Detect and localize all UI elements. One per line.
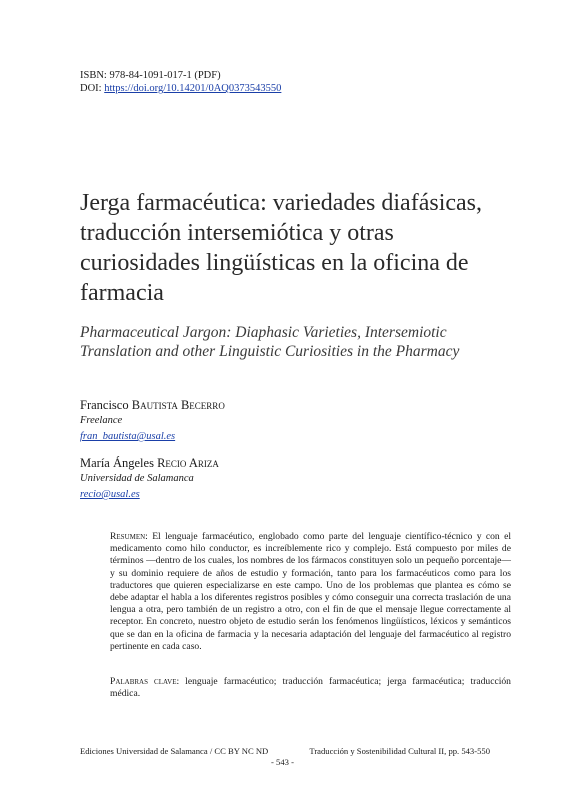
footer-publisher: Ediciones Universidad de Salamanca / CC BY NC ND — [80, 746, 269, 756]
abstract-text: El lenguaje farmacéutico, englobado como parte del lenguaje científico-técnico y con el medicamento como hilo conductor, es increíblemente rico y complejo. Está compuesto por miles de términos —dentro de los cuales, los nombres de los fármacos constituyen solo un pequeño porcentaje— y su dominio requiere de años de estudio y formación, tanto para los farmacéuticos como para los traductores que quieren especializarse en este campo. Uno de los problemas que plantea es cómo se debe adaptar el habla a los diferentes registros posibles y cómo conseguir una correcta traslación de una lengua a otra, pero también de un registro a otro, con el fin de que el mensaje llegue correctamente al receptor. En concreto, nuestro objeto de estudio serán los fenómenos lingüísticos, léxicos y semánticos que se dan en la oficina de farmacia y la necesaria adaptación del lenguaje del farmacéutico al registro pertinente en cada caso. — [110, 531, 511, 652]
author-name: María Ángeles Recio Ariza — [80, 456, 219, 470]
author-2 — [80, 455, 500, 503]
author-affiliation: Universidad de Salamanca — [80, 473, 194, 484]
author-email-link[interactable]: recio@usal.es — [80, 489, 140, 500]
doi-label: DOI: — [80, 83, 105, 94]
author-name: Francisco Bautista Becerro — [80, 398, 225, 412]
article-title: Jerga farmacéutica: variedades diafásicas, traducción intersemiótica y otras curiosidades lingüísticas en la oficina de farmacia — [80, 190, 482, 306]
keywords-text: lenguaje farmacéutico; traducción farmacéutica; jerga farmacéutica; traducción médica. — [110, 676, 511, 700]
article-subtitle-english: Pharmaceutical Jargon: Diaphasic Varieties, Intersemiotic Translation and other Linguistic Curiosities in the Pharmacy — [80, 324, 460, 360]
author-affiliation: Freelance — [80, 415, 123, 426]
doi-line — [80, 82, 281, 95]
author-email-link[interactable]: fran_bautista@usal.es — [80, 431, 176, 442]
author-1 — [80, 397, 500, 445]
publication-meta — [80, 69, 281, 95]
keywords — [110, 676, 511, 700]
doi-link[interactable]: https://doi.org/10.14201/0AQ0373543550 — [104, 83, 282, 94]
abstract-label: Resumen: — [110, 531, 148, 542]
page-number: - 543 - — [271, 757, 294, 767]
isbn-line: ISBN: 978-84-1091-017-1 (PDF) — [80, 70, 221, 81]
footer-volume: Traducción y Sostenibilidad Cultural II, pp. 543-550 — [309, 746, 490, 756]
abstract — [110, 531, 511, 653]
keywords-label: Palabras clave: — [110, 676, 180, 687]
